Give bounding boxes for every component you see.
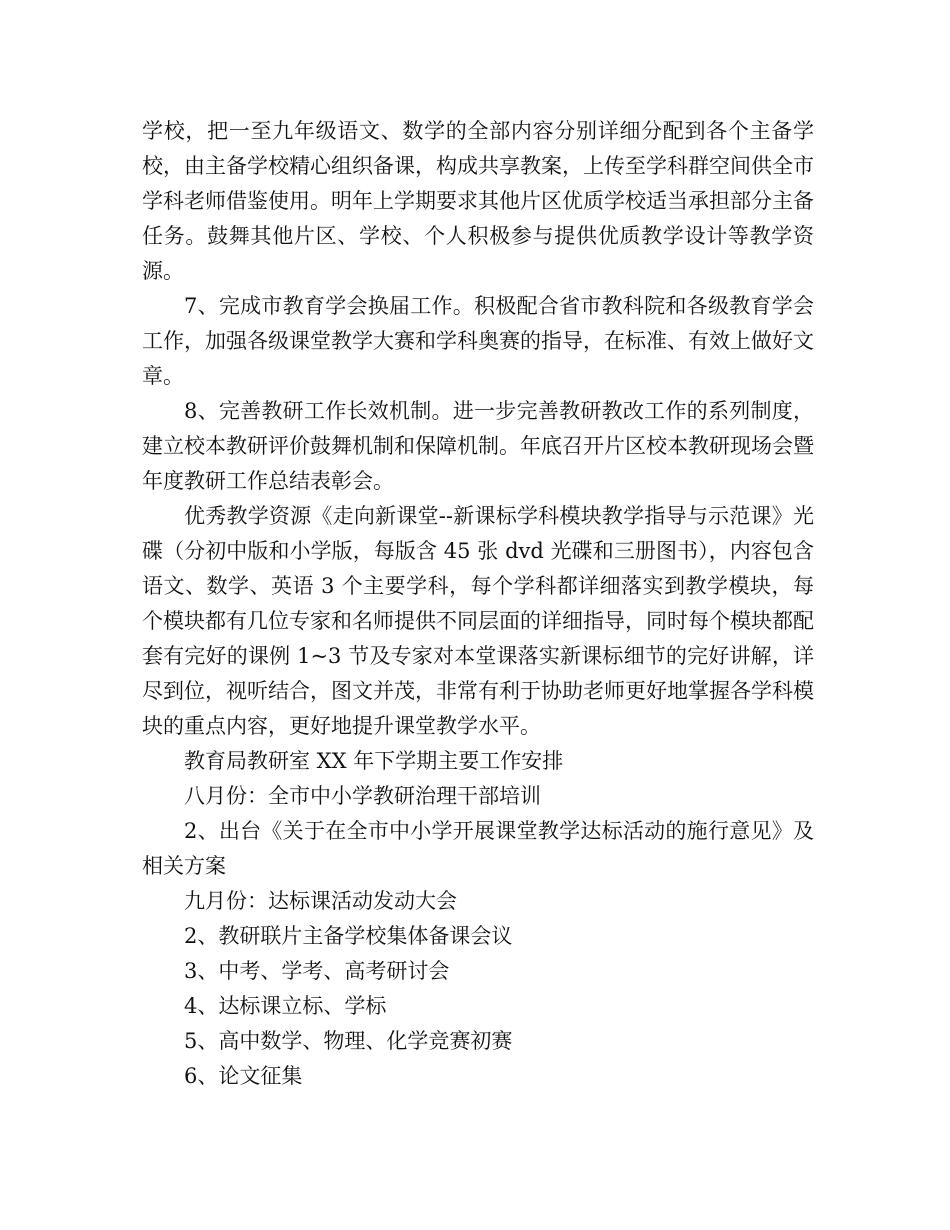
schedule-september-item-6: 6、论文征集 [184,1064,303,1088]
paragraph-resource-intro: 优秀教学资源《走向新课堂--新课标学科模块教学指导与示范课》光碟（分初中版和小学版，每版含 45 张 dvd 光碟和三册图书），内容包含语文、数学、英语 3 个主要学科，每个学科都详细落实到教学模块，每个模块都有几位专家和名师提供不同层面的详细指导，同时每个模块都配套有完好的课例 1~3 节及专家对本堂课落实新课标细节的完好讲解，详尽到位，视听结合，图文并茂，非常有利于协助老师更好地掌握各学科模块的重点内容，更好地提升课堂教学水平。 [142,504,814,738]
section-heading: 教育局教研室 XX 年下学期主要工作安排 [184,749,564,773]
paragraph-item-7: 7、完成市教育学会换届工作。积极配合省市教科院和各级教育学会工作，加强各级课堂教学大赛和学科奥赛的指导，在标准、有效上做好文章。 [142,294,814,388]
schedule-august-item-2: 2、出台《关于在全市中小学开展课堂教学达标活动的施行意见》及相关方案 [142,819,814,878]
schedule-september-item-3: 3、中考、学考、高考研讨会 [184,959,450,983]
paragraph-item-8: 8、完善教研工作长效机制。进一步完善教研教改工作的系列制度，建立校本教研评价鼓舞机制和保障机制。年底召开片区校本教研现场会暨年度教研工作总结表彰会。 [142,399,814,493]
schedule-september: 九月份：达标课活动发动大会 [184,889,457,913]
paragraph-continued-intro: 学校，把一至九年级语文、数学的全部内容分别详细分配到各个主备学校，由主备学校精心组织备课，构成共享教案，上传至学科群空间供全市学科老师借鉴使用。明年上学期要求其他片区优质学校适当承担部分主备任务。鼓舞其他片区、学校、个人积极参与提供优质教学设计等教学资源。 [142,119,814,283]
schedule-september-item-2: 2、教研联片主备学校集体备课会议 [184,924,513,948]
document-page [142,114,814,1094]
schedule-september-item-4: 4、达标课立标、学标 [184,994,387,1018]
schedule-august: 八月份：全市中小学教研治理干部培训 [184,784,541,808]
schedule-september-item-5: 5、高中数学、物理、化学竞赛初赛 [184,1029,513,1053]
